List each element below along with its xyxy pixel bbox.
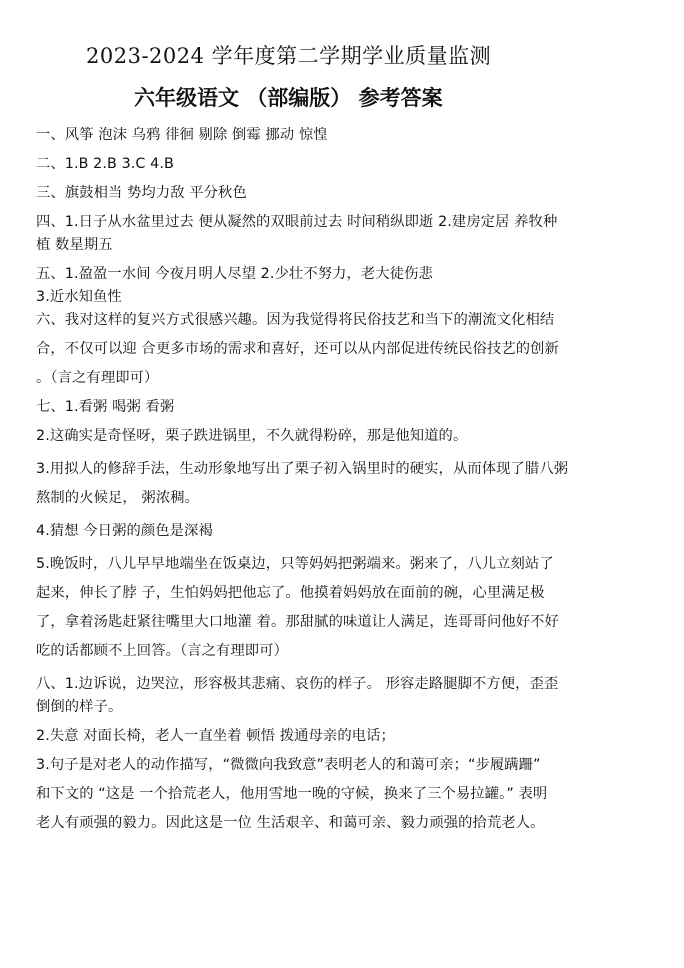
- answer-line-5a: 五、1.盈盈一水间 今夜月明人尽望 2.少壮不努力，老大徒伤悲: [36, 266, 433, 282]
- answer-line-7-3b: 熬制的火候足， 粥浓稠。: [36, 490, 200, 506]
- document-title: 2023-2024 学年度第二学期学业质量监测: [86, 44, 492, 68]
- answer-line-7-5a: 5.晚饭时，八儿早早地端坐在饭桌边，只等妈妈把粥端来。粥来了，八儿立刻站了: [36, 556, 554, 572]
- answer-line-8-3a: 3.句子是对老人的动作描写，“微微向我致意”表明老人的和蔼可亲；“步履蹒跚”: [36, 757, 541, 773]
- answer-line-7-3a: 3.用拟人的修辞手法，生动形象地写出了栗子初入锅里时的硬实，从而体现了腊八粥: [36, 461, 569, 477]
- answer-line-7-5d: 吃的话都顾不上回答。（言之有理即可）: [36, 643, 288, 659]
- answer-line-7-2: 2.这确实是奇怪呀，栗子跌进锅里，不久就得粉碎，那是他知道的。: [36, 428, 468, 444]
- answer-line-4a: 四、1.日子从水盆里过去 便从凝然的双眼前过去 时间稍纵即逝 2.建房定居 养牧种: [36, 214, 558, 230]
- answer-line-7-5b: 起来，伸长了脖 子，生怕妈妈把他忘了。他摸着妈妈放在面前的碗，心里满足极: [36, 585, 545, 601]
- answer-line-8-3c: 老人有顽强的毅力。因此这是一位 生活艰辛、和蔼可亲、毅力顽强的拾荒老人。: [36, 815, 545, 831]
- answer-line-6a: 六、我对这样的复兴方式很感兴趣。因为我觉得将民俗技艺和当下的潮流文化相结: [36, 312, 555, 328]
- answer-line-6c: 。（言之有理即可）: [36, 370, 159, 386]
- answer-line-8-3b: 和下文的 “这是 一个拾荒老人，他用雪地一晚的守候，换来了三个易拉罐。” 表明: [36, 786, 548, 802]
- answer-line-7-1: 七、1.看粥 喝粥 看粥: [36, 399, 175, 415]
- answer-line-8-1b: 倒倒的样子。: [36, 699, 123, 715]
- answer-line-5b: 3.近水知鱼性: [36, 289, 122, 305]
- answer-body: [36, 124, 652, 835]
- answer-line-4b: 植 数星期五: [36, 237, 113, 253]
- answer-line-8-2: 2.失意 对面长椅，老人一直坐着 顿悟 拨通母亲的电话；: [36, 728, 395, 744]
- document-subtitle: 六年级语文 （部编版） 参考答案: [134, 85, 443, 110]
- answer-line-6b: 合，不仅可以迎 合更多市场的需求和喜好，还可以从内部促进传统民俗技艺的创新: [36, 341, 559, 357]
- answer-line-7-5c: 了，拿着汤匙赶紧往嘴里大口地灌 着。那甜腻的味道让人满足，连哥哥问他好不好: [36, 614, 559, 630]
- answer-line-1: 一、风筝 泡沫 乌鸦 徘徊 剔除 倒霉 挪动 惊惶: [36, 127, 328, 143]
- answer-line-7-4: 4.猜想 今日粥的颜色是深褐: [36, 523, 213, 539]
- answer-line-2: 二、1.B 2.B 3.C 4.B: [36, 156, 174, 172]
- answer-line-8-1a: 八、1.边诉说，边哭泣，形容极其悲痛、哀伤的样子。 形容走路腿脚不方便，歪歪: [36, 676, 559, 692]
- answer-line-3: 三、旗鼓相当 势均力敌 平分秋色: [36, 185, 247, 201]
